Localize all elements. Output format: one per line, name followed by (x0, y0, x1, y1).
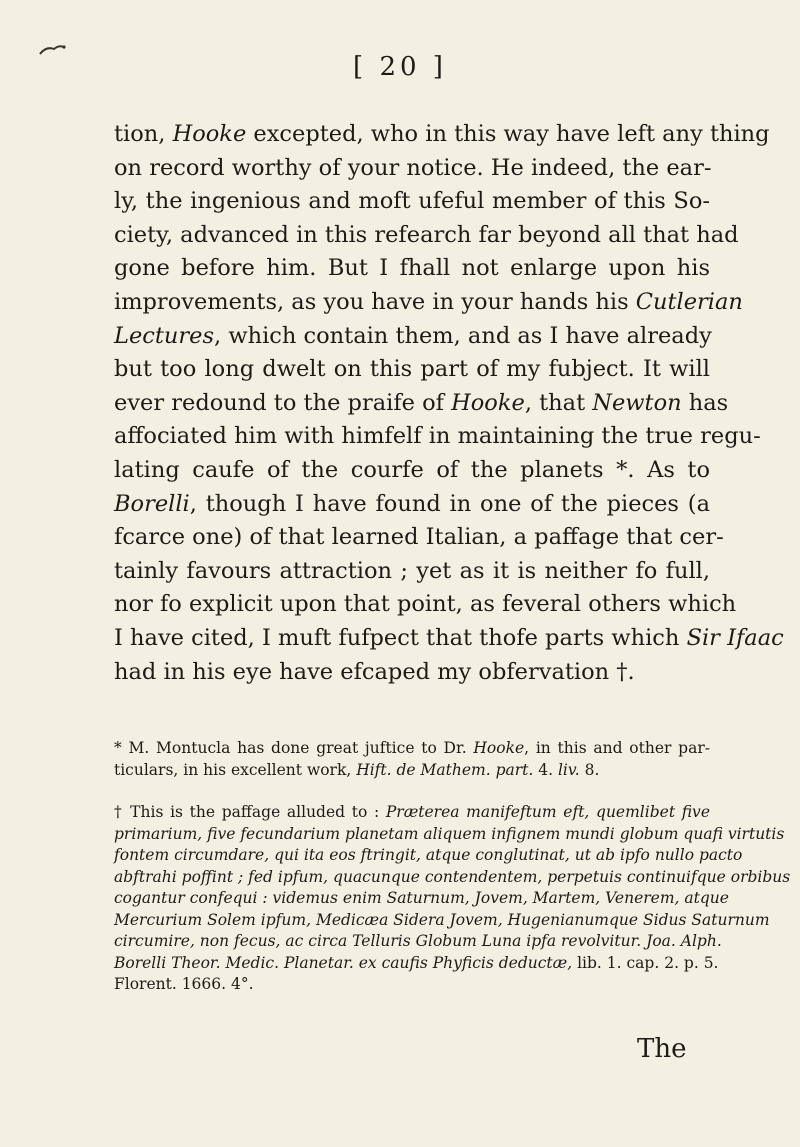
body-line (114, 656, 710, 690)
italic-text-run: Præterea manifeftum eft, quemlibet five (385, 803, 710, 821)
text-run: , that (524, 389, 593, 416)
body-line (114, 521, 724, 555)
body-line (114, 488, 710, 522)
italic-text-run: Lectures (114, 322, 215, 349)
body-line (114, 454, 710, 488)
text-run: I have cited, I muft fufpect that thofe parts which (114, 624, 687, 651)
italic-text-run: abftrahi poffint ; fed ipfum, quacunque contendentem, perpetuis continuifque orbibus (114, 867, 791, 886)
text-run: ly, the ingenious and moft ufeful member of this So- (114, 188, 710, 215)
footnote-borelli-quote (114, 802, 791, 996)
italic-text-run: primarium, five fecundarium planetam aliquem infignem mundi globum quafi virtutis (114, 824, 785, 843)
footnote-line (114, 845, 743, 867)
catchword: The (637, 1034, 687, 1064)
text-run: tainly favours attraction ; yet as it is neither fo full, (114, 557, 710, 584)
text-run: , which contain them, and as I have already (214, 322, 712, 349)
italic-text-run: Borelli Theor. Medic. Planetar. ex caufis Phyficis deductæ, (114, 953, 573, 972)
italic-text-run: Hooke (172, 121, 247, 147)
body-line (114, 320, 710, 354)
body-line (114, 185, 710, 219)
footnote-montucla (114, 738, 710, 781)
body-line (114, 286, 743, 320)
footnote-line (114, 824, 785, 846)
footnote-line (114, 910, 770, 932)
body-line (114, 420, 761, 454)
text-run: fcarce one) of that learned Italian, a paffage that cer- (114, 524, 724, 551)
text-run: excepted, who in this way have left any thing (246, 121, 770, 147)
body-line (114, 118, 770, 152)
footnote-line (114, 974, 710, 996)
text-run: ciety, advanced in this refearch far beyond all that had (114, 221, 739, 248)
text-run: had in his eye have efcaped my obfervation †. (114, 658, 635, 685)
text-run: has (681, 389, 729, 416)
italic-text-run: Hift. de Mathem. part. (356, 760, 534, 779)
text-run: but too long dwelt on this part of my fubject. It will (114, 356, 710, 383)
italic-text-run: fontem circumdare, qui ita eos ftringit, atque conglutinat, ut ab ipfo nullo pacto (114, 846, 743, 864)
text-run: 4. (533, 760, 558, 779)
footnote-line (114, 738, 710, 760)
body-line (114, 555, 710, 589)
italic-text-run: liv. (557, 760, 580, 779)
italic-text-run: Cutlerian (635, 288, 743, 315)
italic-text-run: Newton (592, 389, 682, 416)
body-paragraph (114, 118, 784, 689)
text-run: lating caufe of the courfe of the planets *. As to (114, 456, 710, 483)
italic-text-run: circumire, non fecus, ac circa Telluris Globum Luna ipfa revolvitur. Joa. Alph. (114, 932, 722, 950)
body-line (114, 219, 739, 253)
text-run: ever redound to the praife of (114, 389, 452, 416)
italic-text-run: cogantur confequi : videmus enim Saturnum, Jovem, Martem, Venerem, atque (114, 889, 729, 907)
footnote-line (114, 931, 722, 953)
italic-text-run: Hooke (473, 739, 525, 757)
body-line (114, 252, 710, 286)
body-line (114, 353, 710, 387)
text-run: gone before him. But I fhall not enlarge upon his (114, 255, 710, 282)
footnote-line (114, 953, 719, 975)
text-run: † This is the paffage alluded to : (114, 803, 386, 821)
body-line (114, 387, 729, 421)
body-line (114, 588, 737, 622)
text-run: nor fo explicit upon that point, as feveral others which (114, 591, 737, 618)
text-run: tion, (114, 121, 173, 147)
footnote-line (114, 802, 710, 824)
body-line (114, 152, 710, 186)
text-run: on record worthy of your notice. He indeed, the ear- (114, 154, 712, 181)
italic-text-run: Hooke (451, 389, 525, 416)
body-line (114, 622, 784, 656)
text-run: * M. Montucla has done great juftice to Dr. (114, 739, 474, 757)
text-run: affociated him with himfelf in maintaining the true regu- (114, 423, 761, 450)
italic-text-run: Mercurium Solem ipfum, Medicæa Sidera Jovem, Hugenianumque Sidus Saturnum (114, 910, 770, 929)
text-run: lib. 1. cap. 2. p. 5. (572, 953, 719, 972)
text-run: ticulars, in his excellent work, (114, 760, 357, 779)
text-run: Florent. 1666. 4°. (114, 975, 254, 993)
text-run: 8. (579, 760, 600, 779)
footnote-line (114, 760, 710, 782)
page-number: [ 20 ] (353, 52, 447, 82)
text-run: improvements, as you have in your hands his (114, 288, 636, 315)
italic-text-run: Borelli (114, 490, 190, 517)
italic-text-run: Sir Ifaac (686, 624, 784, 651)
footnote-line (114, 888, 729, 910)
text-run: , though I have found in one of the pieces (a (189, 490, 710, 517)
footnote-line (114, 867, 791, 889)
text-run: , in this and other par- (524, 739, 710, 757)
